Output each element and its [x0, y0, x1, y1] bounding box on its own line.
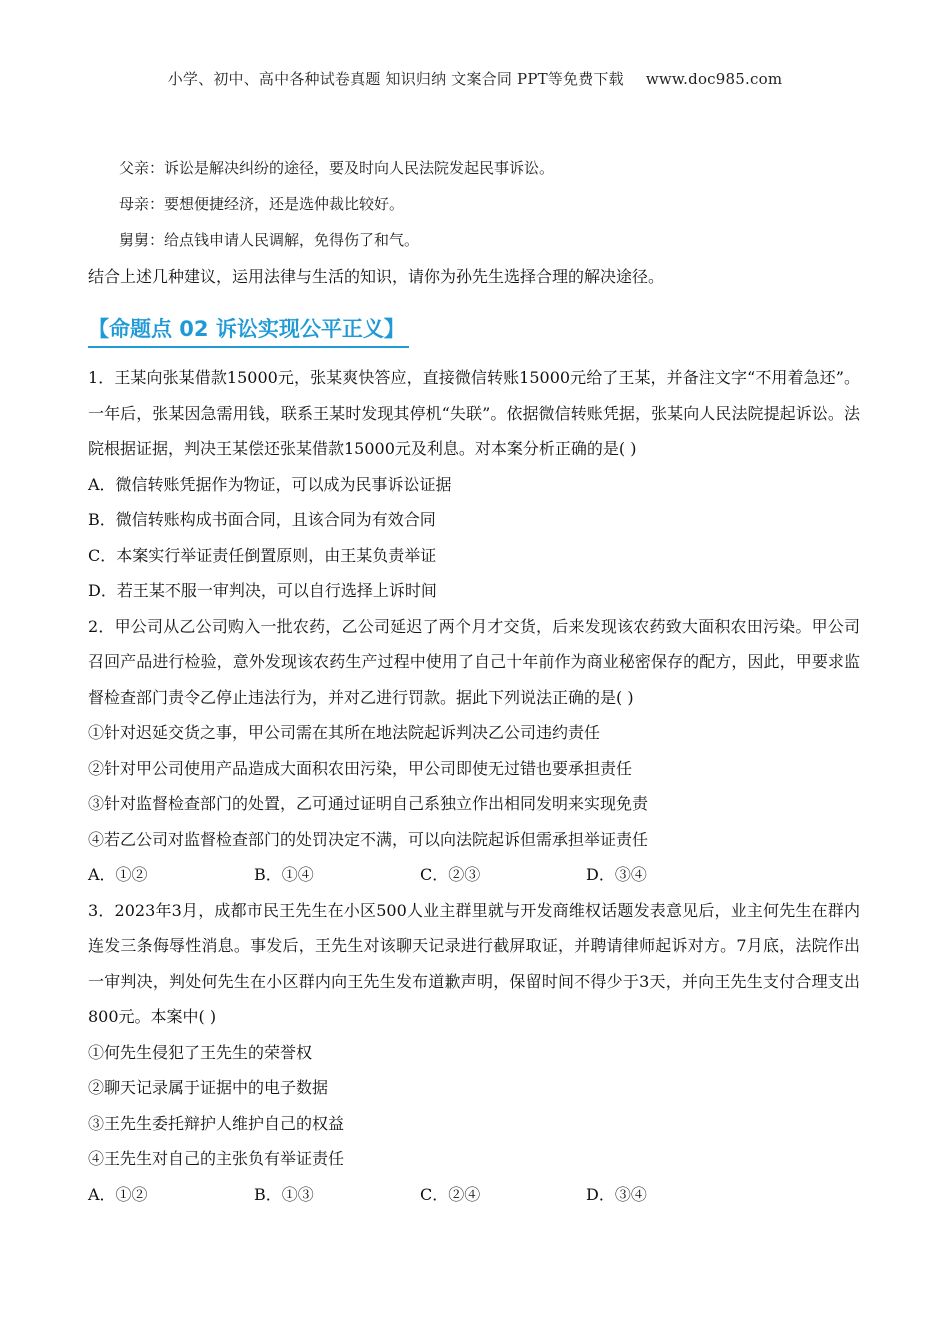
page-header [0, 68, 950, 89]
answer-option: D．③④ [586, 1184, 647, 1204]
question-option: B．微信转账构成书面合同，且该合同为有效合同 [88, 510, 436, 529]
dialog-line-mother: 母亲：要想便捷经济，还是选仲裁比较好。 [119, 195, 405, 213]
question-statement: ④王先生对自己的主张负有举证责任 [88, 1149, 345, 1168]
question-1 [88, 360, 860, 609]
answer-option: D．③④ [586, 865, 647, 884]
question-statement: ③王先生委托辩护人维护自己的权益 [88, 1113, 345, 1133]
answer-option: C．②④ [420, 1184, 481, 1204]
question-2 [88, 609, 860, 893]
question-statement: ②聊天记录属于证据中的电子数据 [88, 1078, 329, 1097]
answer-option: A．①② [88, 1184, 148, 1204]
dialog-line-uncle: 舅舅：给点钱申请人民调解，免得伤了和气。 [119, 231, 420, 249]
section-title-text: 【命题点 02 诉讼实现公平正义】 [88, 317, 405, 341]
question-3 [88, 893, 860, 1213]
answer-options [88, 1177, 860, 1213]
section-title-underline [88, 346, 409, 348]
question-stem: 1．王某向张某借款15000元，张某爽快答应，直接微信转账15000元给了王某，并备注文字“不用着急还”。一年后，张某因急需用钱，联系王某时发现其停机“失联”。依据微信转账凭据，张某向人民法院提起诉讼。法院根据证据，判决王某偿还张某借款15000元及利息。对本案分析正确的是( ) [88, 368, 860, 458]
task-prompt: 结合上述几种建议，运用法律与生活的知识，请你为孙先生选择合理的解决途径。 [88, 267, 665, 286]
header-site-link[interactable]: www.doc985.com [645, 70, 783, 88]
question-statement: ②针对甲公司使用产品造成大面积农田污染，甲公司即使无过错也要承担责任 [88, 758, 633, 778]
question-statement: ①针对迟延交货之事，甲公司需在其所在地法院起诉判决乙公司违约责任 [88, 723, 601, 742]
question-statement: ③针对监督检查部门的处置，乙可通过证明自己系独立作出相同发明来实现免责 [88, 794, 649, 813]
answer-option: A．①② [88, 865, 148, 884]
question-statement: ①何先生侵犯了王先生的荣誉权 [88, 1042, 313, 1062]
question-option: C．本案实行举证责任倒置原则，由王某负责举证 [88, 545, 437, 565]
dialog-line-father: 父亲：诉讼是解决纠纷的途径，要及时向人民法院发起民事诉讼。 [119, 159, 555, 177]
question-option: A．微信转账凭据作为物证，可以成为民事诉讼证据 [88, 474, 452, 494]
document-body [88, 150, 860, 1212]
header-text: 小学、初中、高中各种试卷真题 知识归纳 文案合同 PPT等免费下载 [167, 70, 624, 88]
question-statement: ④若乙公司对监督检查部门的处罚决定不满，可以向法院起诉但需承担举证责任 [88, 829, 649, 849]
question-stem: 2．甲公司从乙公司购入一批农药，乙公司延迟了两个月才交货，后来发现该农药致大面积农田污染。甲公司召回产品进行检验，意外发现该农药生产过程中使用了自己十年前作为商业秘密保存的配方，因此，甲要求监督检查部门责令乙停止违法行为，并对乙进行罚款。据此下列说法正确的是( ) [88, 616, 860, 707]
answer-option: B．①③ [254, 1184, 314, 1204]
answer-options [88, 857, 860, 893]
question-stem: 3．2023年3月，成都市民王先生在小区500人业主群里就与开发商维权话题发表意见后，业主何先生在群内连发三条侮辱性消息。事发后，王先生对该聊天记录进行截屏取证，并聘请律师起诉对方。7月底，法院作出一审判决，判处何先生在小区群内向王先生发布道歉声明，保留时间不得少于3天，并向王先生支付合理支出800元。本案中( ) [88, 900, 860, 1026]
answer-option: B．①④ [254, 865, 314, 884]
question-option: D．若王某不服一审判决，可以自行选择上诉时间 [88, 581, 437, 600]
section-title [88, 306, 405, 352]
answer-option: C．②③ [420, 865, 481, 884]
